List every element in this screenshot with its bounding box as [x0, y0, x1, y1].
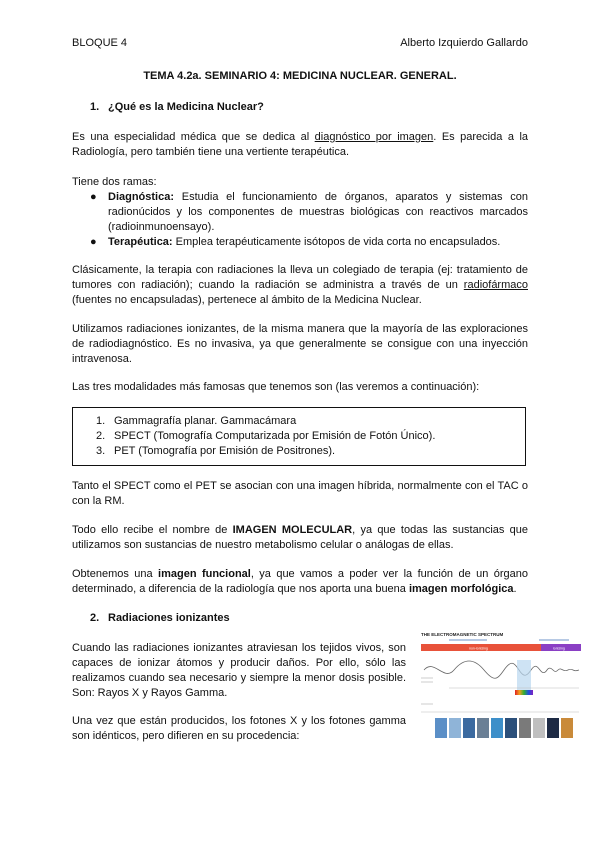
- list-item: 2. SPECT (Tomografía Computarizada por Emisión de Fotón Único).: [96, 430, 436, 442]
- source-thumbnail: [519, 718, 531, 738]
- section1-heading: [90, 100, 264, 115]
- paragraph: Tiene dos ramas:: [72, 176, 157, 188]
- figure-title: THE ELECTROMAGNETIC SPECTRUM: [421, 632, 504, 637]
- svg-text:non-ionizing: non-ionizing: [469, 646, 488, 651]
- section2-number: 2.: [90, 612, 100, 624]
- modalities-list: [96, 414, 435, 459]
- source-thumbnail: [505, 718, 517, 738]
- paragraph: Obtenemos una imagen funcional, ya que vamos a poder ver la función de un órgano determinado, a diferencia de la radiología que nos aporta una buena imagen morfológica.: [72, 568, 528, 595]
- header-left: BLOQUE 4: [72, 37, 128, 49]
- section2-title: Radiaciones ionizantes: [108, 612, 230, 624]
- source-thumbnail: [463, 718, 475, 738]
- source-thumbnail: [477, 718, 489, 738]
- source-thumbnail: [435, 718, 447, 738]
- paragraph: Utilizamos radiaciones ionizantes, de la misma manera que la mayoría de las exploraciones de radiodiagnóstico. Es no invasiva, ya que generalmente se consigue con una inyección intravenosa.: [72, 323, 528, 365]
- list-item: 3. PET (Tomografía por Emisión de Positrones).: [96, 445, 336, 457]
- source-thumbnail: [547, 718, 559, 738]
- source-thumbnail: [491, 718, 503, 738]
- header-right: Alberto Izquierdo Gallardo: [400, 37, 528, 49]
- section2-heading: [90, 611, 230, 626]
- spectrum-illustration: [419, 630, 583, 746]
- paragraph: Todo ello recibe el nombre de IMAGEN MOLECULAR, ya que todas las sustancias que utilizamos son sustancias de nuestro metabolismo celular o análogas de ellas.: [72, 524, 528, 551]
- section1-number: 1.: [90, 101, 100, 113]
- paragraph: Es una especialidad médica que se dedica al diagnóstico por imagen. Es parecida a la Radiología, pero también tiene una vertiente terapéutica.: [72, 131, 529, 158]
- paragraph: Las tres modalidades más famosas que tenemos son (las veremos a continuación):: [72, 381, 480, 393]
- electromagnetic-spectrum-figure: [419, 630, 583, 746]
- list-item: ● Terapéutica: Emplea terapéuticamente isótopos de vida corta no encapsulados.: [90, 236, 501, 248]
- list-item: 1. Gammagrafía planar. Gammacámara: [96, 415, 297, 427]
- branches-list: [90, 190, 528, 250]
- bullet-icon: ●: [90, 236, 97, 248]
- page-title: TEMA 4.2a. SEMINARIO 4: MEDICINA NUCLEAR. GENERAL.: [143, 70, 457, 82]
- source-thumbnail: [561, 718, 573, 738]
- paragraph: Una vez que están producidos, los fotones X y los fotones gamma son idénticos, pero difieren en su procedencia:: [72, 715, 406, 742]
- svg-text:ionizing: ionizing: [553, 646, 565, 651]
- source-thumbnail: [533, 718, 545, 738]
- list-item: ● Diagnóstica: Estudia el funcionamiento de órganos, aparatos y sistemas con radionúcidos y los componentes de muestras biológicas con reactivos marcados (radioinmunoensayo).: [90, 191, 528, 233]
- bullet-icon: ●: [90, 191, 97, 203]
- modalities-box: [72, 407, 526, 466]
- paragraph: Tanto el SPECT como el PET se asocian con una imagen híbrida, normalmente con el TAC o con la RM.: [72, 480, 528, 507]
- paragraph: Clásicamente, la terapia con radiaciones la lleva un colegiado de terapia (ej: tratamiento de tumores con radiación); cuando la radiación se administra a través de un radiofármaco (fuentes no encapsuladas), pertenece al ámbito de la Medicina Nuclear.: [72, 264, 528, 306]
- section1-title: ¿Qué es la Medicina Nuclear?: [108, 101, 264, 113]
- visible-spectrum: [515, 690, 533, 695]
- page-header: [72, 36, 528, 52]
- link-radiofarmaco: radiofármaco: [463, 279, 528, 291]
- paragraph: Cuando las radiaciones ionizantes atraviesan los tejidos vivos, son capaces de ionizar átomos y producir daños. Por ello, sólo las realizamos cuando sea necesario y siempre la menor dosis posible. Son: Rayos X y Rayos Gamma.: [72, 642, 406, 699]
- link-diagnostico: diagnóstico por imagen: [314, 131, 434, 143]
- source-thumbnail: [449, 718, 461, 738]
